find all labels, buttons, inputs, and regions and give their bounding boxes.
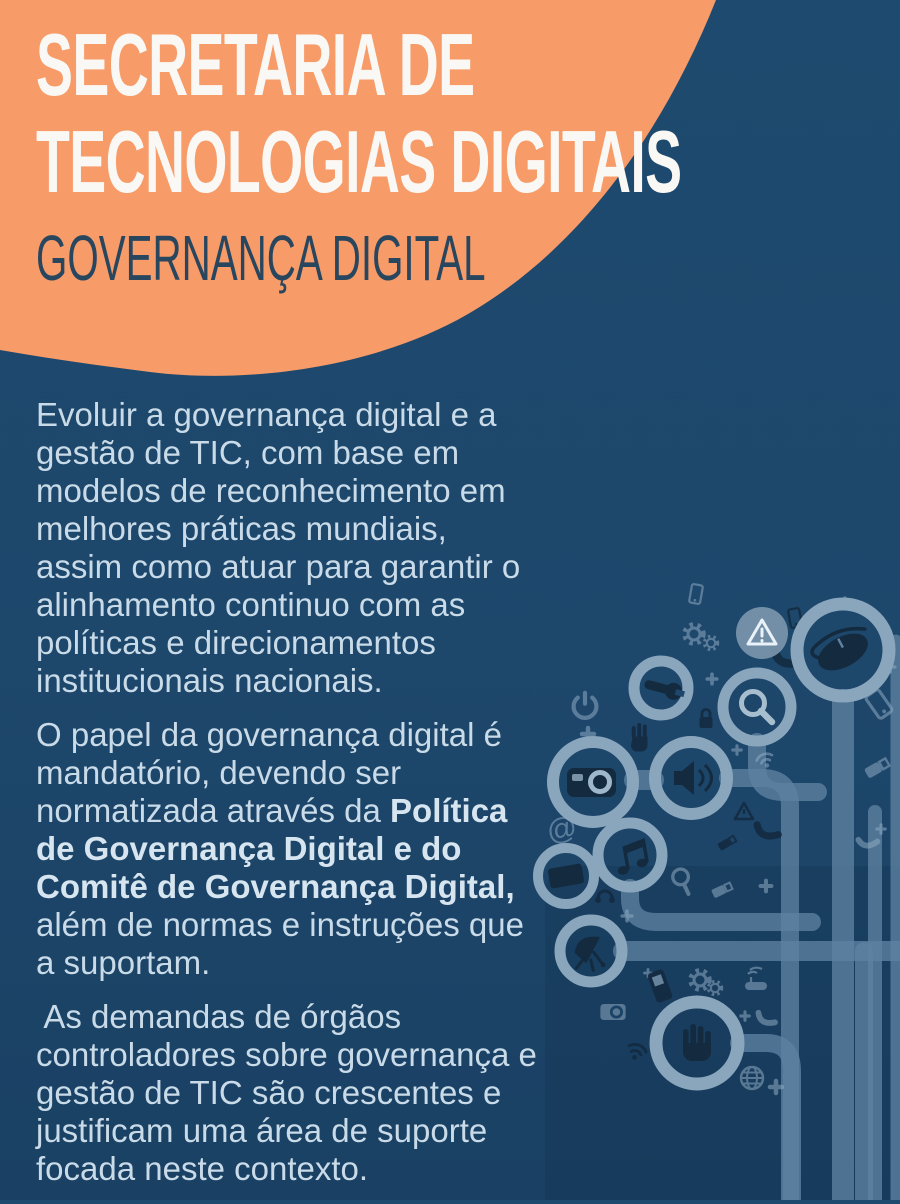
wrench-icon — [642, 675, 686, 702]
plus-icon — [707, 674, 717, 684]
body-line: modelos de reconhecimento em — [36, 472, 506, 509]
usb-drive-icon — [864, 757, 890, 778]
body-line: institucionais nacionais. — [36, 662, 383, 699]
body-line: As demandas de órgãos — [36, 998, 402, 1035]
body-line: gestão de TIC, com base em — [36, 434, 460, 471]
page-subtitle: GOVERNANÇA DIGITAL — [36, 222, 486, 294]
body-line: melhores práticas mundiais, — [36, 510, 447, 547]
body-line: controladores sobre governança e — [36, 1036, 537, 1073]
smartphone-icon — [689, 584, 703, 604]
usb-drive-icon — [717, 835, 737, 851]
body-line: alinhamento continuo com as — [36, 586, 466, 623]
paragraph — [36, 716, 636, 982]
header — [36, 16, 900, 292]
body-line: mandatório, devendo ser — [36, 754, 402, 791]
paragraph — [36, 998, 636, 1188]
body-line: focada neste contexto. — [36, 1150, 369, 1187]
body-line: Evoluir a governança digital e a — [36, 396, 497, 433]
body-line: gestão de TIC são crescentes e — [36, 1074, 502, 1111]
warning-triangle-icon — [736, 607, 788, 659]
body-line: políticas e direcionamentos — [36, 624, 436, 661]
body-line: a suportam. — [36, 944, 211, 981]
body-line: Comitê de Governança Digital, — [36, 868, 515, 905]
magnifier-icon — [742, 692, 773, 723]
body-line: assim como atuar para garantir o — [36, 548, 521, 585]
gear-icon — [704, 636, 717, 649]
body-line: O papel da governança digital é — [36, 716, 502, 753]
small-warning-icon — [735, 803, 753, 819]
plus-icon — [733, 746, 741, 754]
at-sign-icon: @ — [543, 810, 581, 849]
computer-mouse-icon — [809, 620, 877, 679]
speaker-icon — [674, 761, 712, 795]
gear-icon — [685, 625, 704, 644]
body-line: além de normas e instruções que — [36, 906, 524, 943]
paragraph — [36, 396, 636, 700]
title-line: SECRETARIA DE — [36, 15, 475, 114]
body-line: normatizada através da Política — [36, 792, 508, 829]
page-title — [36, 16, 900, 210]
title-line: TECNOLOGIAS DIGITAIS — [36, 112, 682, 211]
body-line: de Governança Digital e do — [36, 830, 462, 867]
body-line: justificam uma área de suporte — [36, 1112, 488, 1149]
body-text — [36, 396, 636, 1204]
phone-handset-icon — [757, 819, 778, 840]
padlock-icon — [700, 710, 713, 729]
